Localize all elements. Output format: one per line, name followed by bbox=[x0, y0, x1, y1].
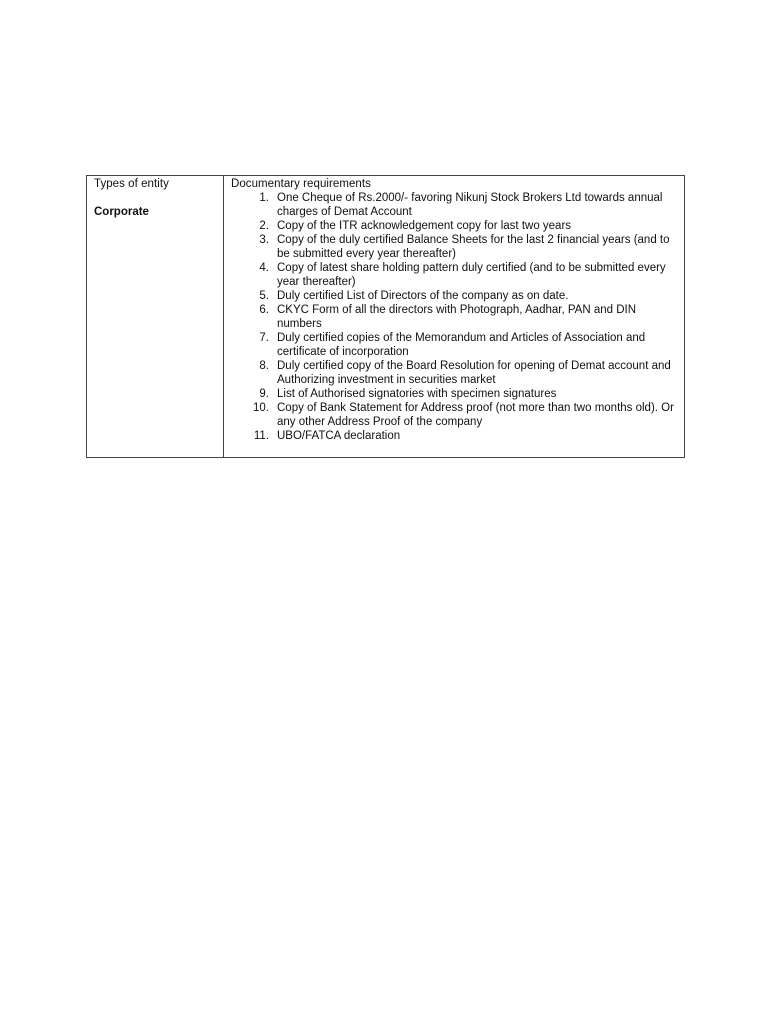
list-item bbox=[231, 303, 678, 331]
item-number: 6. bbox=[259, 304, 269, 316]
item-number: 10. bbox=[253, 402, 269, 414]
requirements-header: Documentary requirements bbox=[231, 178, 371, 190]
list-item bbox=[231, 219, 678, 233]
entity-header: Types of entity bbox=[94, 178, 169, 190]
entity-column bbox=[87, 176, 224, 457]
item-number: 11. bbox=[253, 430, 269, 442]
requirements-table bbox=[86, 175, 685, 458]
item-number: 2. bbox=[259, 220, 269, 232]
list-item bbox=[231, 331, 678, 359]
item-text: Copy of latest share holding pattern duly certified (and to be submitted every year thereafter) bbox=[277, 262, 666, 288]
entity-value: Corporate bbox=[94, 206, 149, 218]
list-item bbox=[231, 359, 678, 387]
item-number: 9. bbox=[259, 388, 269, 400]
requirements-list bbox=[231, 191, 678, 443]
item-number: 5. bbox=[259, 290, 269, 302]
item-text: Duly certified copies of the Memorandum and Articles of Association and certificate of incorporation bbox=[277, 332, 646, 358]
item-number: 1. bbox=[259, 192, 269, 204]
item-text: List of Authorised signatories with specimen signatures bbox=[277, 388, 557, 400]
item-number: 4. bbox=[259, 262, 269, 274]
list-item bbox=[231, 387, 678, 401]
item-text: CKYC Form of all the directors with Photograph, Aadhar, PAN and DIN numbers bbox=[277, 304, 637, 330]
list-item bbox=[231, 429, 678, 443]
item-text: Copy of the duly certified Balance Sheets for the last 2 financial years (and to be submitted every year thereafter) bbox=[277, 234, 670, 260]
item-text: One Cheque of Rs.2000/- favoring Nikunj Stock Brokers Ltd towards annual charges of Demat Account bbox=[277, 192, 663, 218]
item-text: Duly certified List of Directors of the company as on date. bbox=[277, 290, 569, 302]
requirements-column bbox=[224, 176, 684, 457]
item-text: Copy of the ITR acknowledgement copy for last two years bbox=[277, 220, 572, 232]
list-item bbox=[231, 289, 678, 303]
item-number: 8. bbox=[259, 360, 269, 372]
item-text: UBO/FATCA declaration bbox=[277, 430, 401, 442]
item-text: Copy of Bank Statement for Address proof (not more than two months old). Or any other Address Proof of the company bbox=[277, 402, 674, 428]
list-item bbox=[231, 261, 678, 289]
item-number: 7. bbox=[259, 332, 269, 344]
list-item bbox=[231, 191, 678, 219]
list-item bbox=[231, 233, 678, 261]
list-item bbox=[231, 401, 678, 429]
item-text: Duly certified copy of the Board Resolution for opening of Demat account and Authorizing investment in securities market bbox=[277, 360, 671, 386]
item-number: 3. bbox=[259, 234, 269, 246]
